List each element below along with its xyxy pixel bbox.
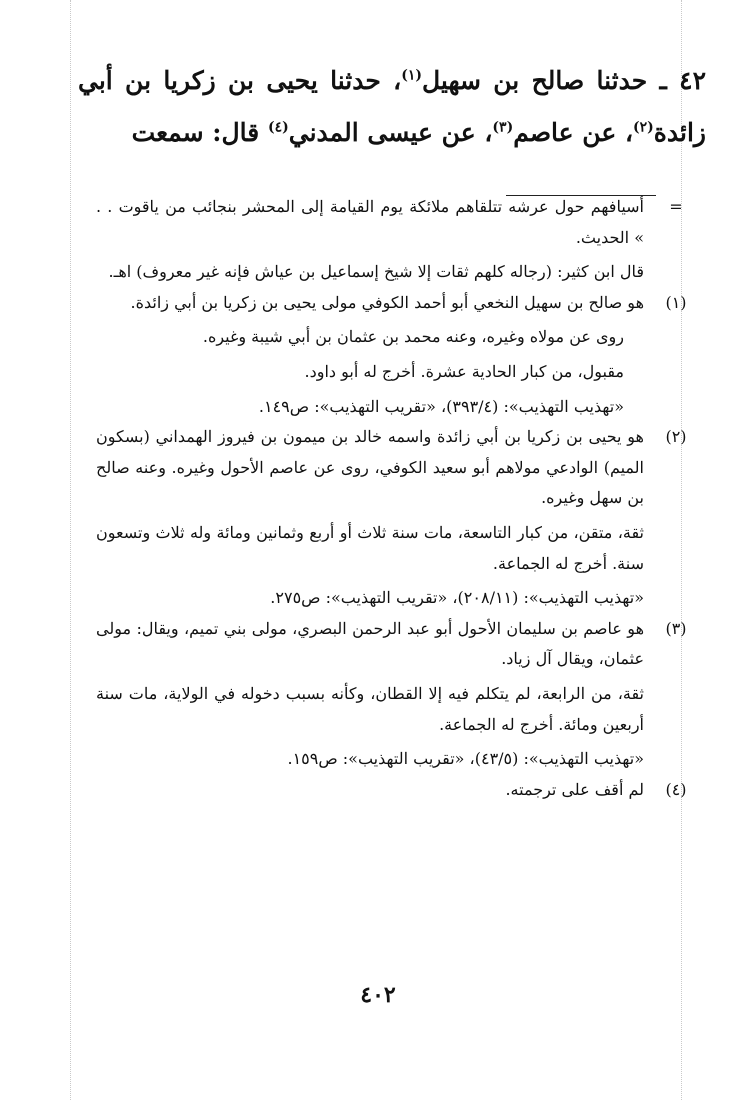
main-text-segment: حدثنا صالح بن سهيل (422, 66, 660, 95)
main-text-segment: ، عن عيسى المدني (288, 118, 493, 147)
footnotes-section (96, 192, 696, 805)
footnote-ref-3[interactable]: (٣) (492, 119, 514, 136)
footnote-paragraph: أسيافهم حول عرشه تتلقاهم ملائكة يوم القيامة إلى المحشر بنجائب من ياقوت . . » الحديث. (96, 197, 644, 247)
footnote-ref-1[interactable]: (١) (401, 67, 422, 84)
footnote-paragraph: ثقة، متقن، من كبار التاسعة، مات سنة ثلاث أو أربع وثمانين ومائة وله ثلاث وتسعون سنة. أخرج له الجماعة. (96, 522, 644, 573)
footnote-paragraph: هو يحيى بن زكريا بن أبي زائدة واسمه خالد بن ميمون بن فيروز الهمداني (بسكون الميم) الوادعي مولاهم أبو سعيد الكوفي، روى عن عاصم الأحول وغيره. وعنه صالح بن سهل وغيره. (96, 427, 644, 508)
footnote-paragraph: هو عاصم بن سليمان الأحول أبو عبد الرحمن البصري، مولى بني تميم، ويقال: مولى عثمان، ويقال آل زياد. (96, 618, 645, 669)
footnote-paragraph: روى عن مولاه وغيره، وعنه محمد بن عثمان بن أبي شيبة وغيره. (202, 327, 624, 347)
footnote-marker: (٣) (665, 618, 687, 638)
footnote-4 (96, 775, 696, 806)
footnote-paragraph: مقبول، من كبار الحادية عشرة. أخرج له أبو داود. (304, 361, 624, 381)
hadith-main-text (78, 55, 706, 159)
footnote-ref-2[interactable]: (٢) (633, 119, 654, 136)
footnote-marker: (٢) (665, 427, 687, 447)
page-number: ٤٠٢ (360, 982, 396, 1008)
footnote-continuation (96, 192, 696, 288)
footnote-2 (96, 422, 696, 614)
footnote-paragraph: لم أقف على ترجمته. (505, 779, 644, 799)
footnote-citation: «تهذيب التهذيب»: (٢٠٨/١١)، «تقريب التهذيب»: ص٢٧٥. (270, 588, 644, 608)
footnote-citation: «تهذيب التهذيب»: (٤٣/٥)، «تقريب التهذيب»: ص١٥٩. (287, 749, 644, 769)
main-text-segment: قال: سمعت (131, 118, 268, 147)
footnote-paragraph: ثقة، من الرابعة، لم يتكلم فيه إلا القطان، وكأنه بسبب دخوله في الولاية، مات سنة أربعين ومائة. أخرج له الجماعة. (96, 683, 644, 734)
footnote-marker: (١) (665, 292, 687, 312)
main-text-segment: ، حدثنا يحيى بن زكريا بن أبي زائدة (78, 66, 706, 147)
footnote-paragraph: قال ابن كثير: (رجاله كلهم ثقات إلا شيخ إسماعيل بن عياش فإنه غير معروف) اهـ. (108, 262, 644, 282)
footnote-3 (96, 614, 696, 775)
hadith-number: ٤٢ ـ (659, 66, 707, 95)
scan-guide-line-left (70, 0, 71, 1100)
main-text-segment: ، عن عاصم (513, 118, 634, 147)
footnote-1 (96, 288, 696, 422)
footnote-marker: (٤) (665, 779, 687, 799)
footnote-citation: «تهذيب التهذيب»: (٣٩٣/٤)، «تقريب التهذيب»: ص١٤٩. (258, 396, 624, 416)
footnote-paragraph: هو صالح بن سهيل النخعي أبو أحمد الكوفي مولى يحيى بن زكريا بن أبي زائدة. (130, 292, 644, 312)
footnote-marker: = (669, 197, 683, 216)
footnote-ref-4[interactable]: (٤) (267, 119, 289, 136)
